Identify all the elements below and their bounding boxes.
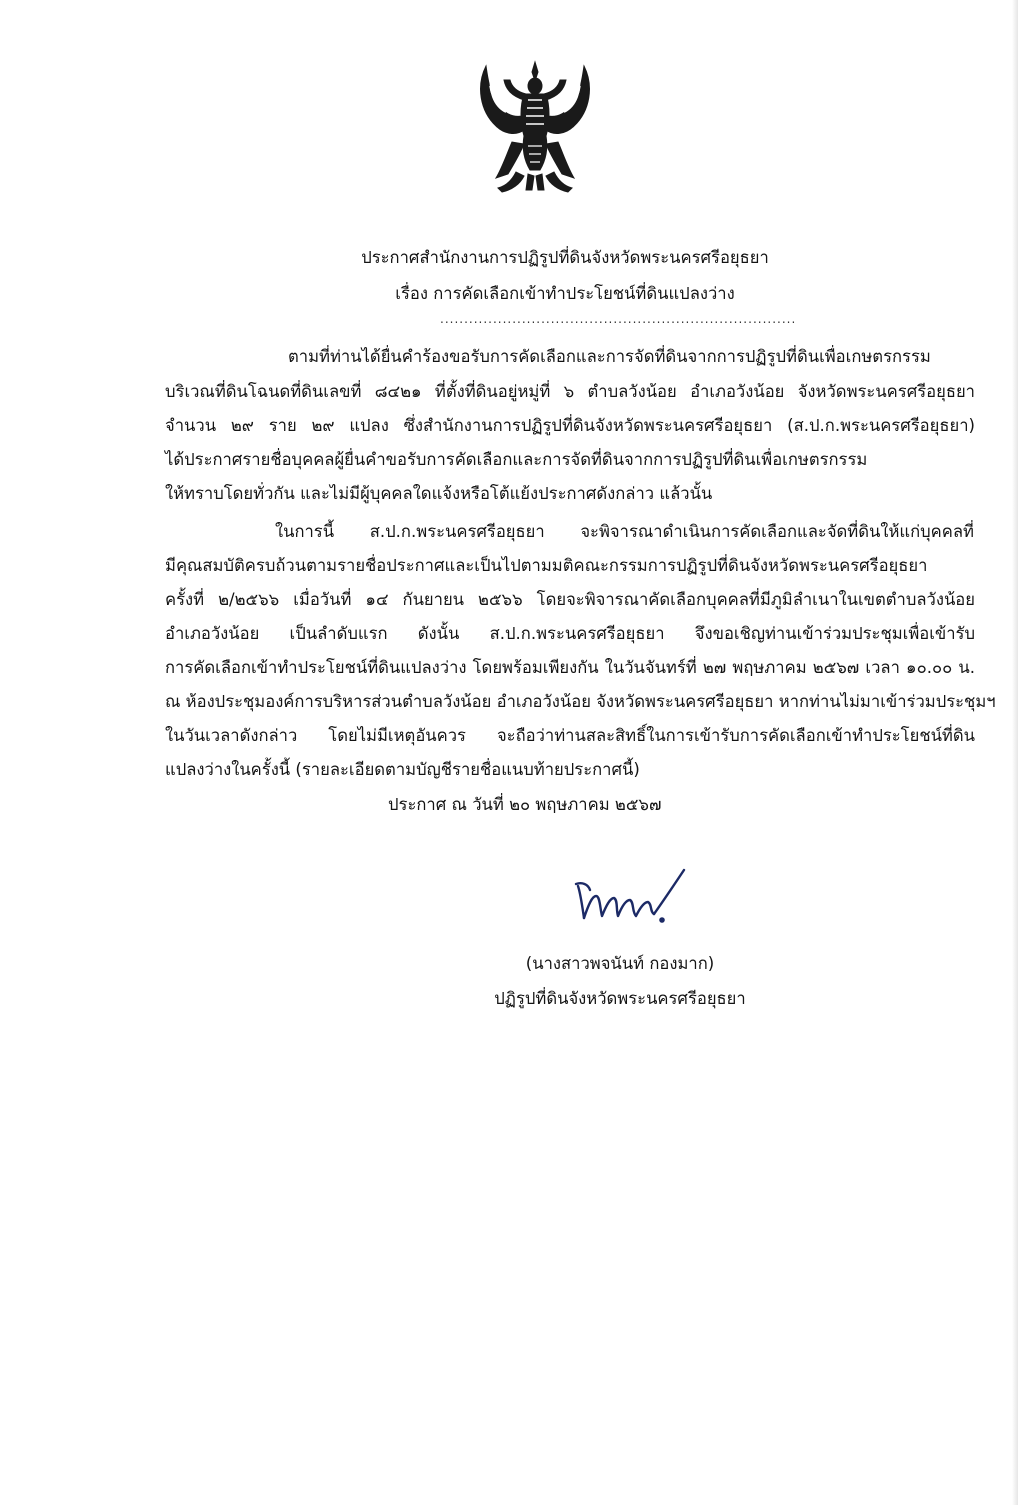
paragraph2-line: ครั้งที่ ๒/๒๕๖๖ เมื่อวันที่ ๑๔ กันยายน ๒๕๖๖ โดยจะพิจารณาคัดเลือกบุคคลที่มีภูมิลำเนาในเขตตำบลวังน้อย — [165, 590, 975, 609]
title-separator: .......................................................................... — [440, 312, 797, 326]
paragraph2-line: ในวันเวลาดังกล่าว โดยไม่มีเหตุอันควร จะถือว่าท่านสละสิทธิ์ในการเข้ารับการคัดเลือกเข้าทำประโยชน์ที่ดิน — [165, 726, 975, 745]
paragraph2-line: ณ ห้องประชุมองค์การบริหารส่วนตำบลวังน้อย อำเภอวังน้อย จังหวัดพระนครศรีอยุธยา หากท่านไม่มาเข้าร่วมประชุมฯ — [165, 692, 996, 711]
announcement-date: ประกาศ ณ วันที่ ๒๐ พฤษภาคม ๒๕๖๗ — [388, 795, 662, 814]
paragraph1-line: ตามที่ท่านได้ยื่นคำร้องขอรับการคัดเลือกและการจัดที่ดินจากการปฏิรูปที่ดินเพื่อเกษตรกรรม — [288, 347, 931, 366]
paragraph1-line: ให้ทราบโดยทั่วกัน และไม่มีผู้บุคคลใดแจ้งหรือโต้แย้งประกาศดังกล่าว แล้วนั้น — [165, 484, 713, 503]
document-title: ประกาศสำนักงานการปฏิรูปที่ดินจังหวัดพระนครศรีอยุธยา — [361, 248, 769, 267]
garuda-emblem-icon — [466, 56, 604, 196]
signer-name: (นางสาวพจนันท์ กองมาก) — [525, 954, 715, 973]
document-subject: เรื่อง การคัดเลือกเข้าทำประโยชน์ที่ดินแปลงว่าง — [395, 284, 735, 303]
paragraph1-line: ได้ประกาศรายชื่อบุคคลผู้ยื่นคำขอรับการคัดเลือกและการจัดที่ดินจากการปฏิรูปที่ดินเพื่อเกษตรกรรม — [165, 450, 868, 469]
handwritten-signature-icon — [560, 862, 690, 932]
paper-edge-shadow — [1012, 0, 1018, 1505]
paragraph1-line: จำนวน ๒๙ ราย ๒๙ แปลง ซึ่งสำนักงานการปฏิรูปที่ดินจังหวัดพระนครศรีอยุธยา (ส.ป.ก.พระนครศรีอยุธยา) — [165, 416, 975, 435]
signer-position: ปฏิรูปที่ดินจังหวัดพระนครศรีอยุธยา — [494, 989, 746, 1008]
paragraph2-line: อำเภอวังน้อย เป็นลำดับแรก ดังนั้น ส.ป.ก.พระนครศรีอยุธยา จึงขอเชิญท่านเข้าร่วมประชุมเพื่อเข้ารับ — [165, 624, 975, 643]
paragraph1-line: บริเวณที่ดินโฉนดที่ดินเลขที่ ๘๔๒๑ ที่ตั้งที่ดินอยู่หมู่ที่ ๖ ตำบลวังน้อย อำเภอวังน้อย จังหวัดพระนครศรีอยุธยา — [165, 382, 975, 401]
paragraph2-line: ในการนี้ ส.ป.ก.พระนครศรีอยุธยา จะพิจารณาดำเนินการคัดเลือกและจัดที่ดินให้แก่บุคคลที่ — [275, 522, 974, 541]
paragraph2-line: แปลงว่างในครั้งนี้ (รายละเอียดตามบัญชีรายชื่อแนบท้ายประกาศนี้) — [165, 760, 640, 779]
paragraph2-line: มีคุณสมบัติครบถ้วนตามรายชื่อประกาศและเป็นไปตามมติคณะกรรมการปฏิรูปที่ดินจังหวัดพระนครศรีอยุธยา — [165, 556, 928, 575]
paragraph2-line: การคัดเลือกเข้าทำประโยชน์ที่ดินแปลงว่าง โดยพร้อมเพียงกัน ในวันจันทร์ที่ ๒๗ พฤษภาคม ๒๕๖๗ เวลา ๑๐.๐๐ น. — [165, 658, 975, 677]
